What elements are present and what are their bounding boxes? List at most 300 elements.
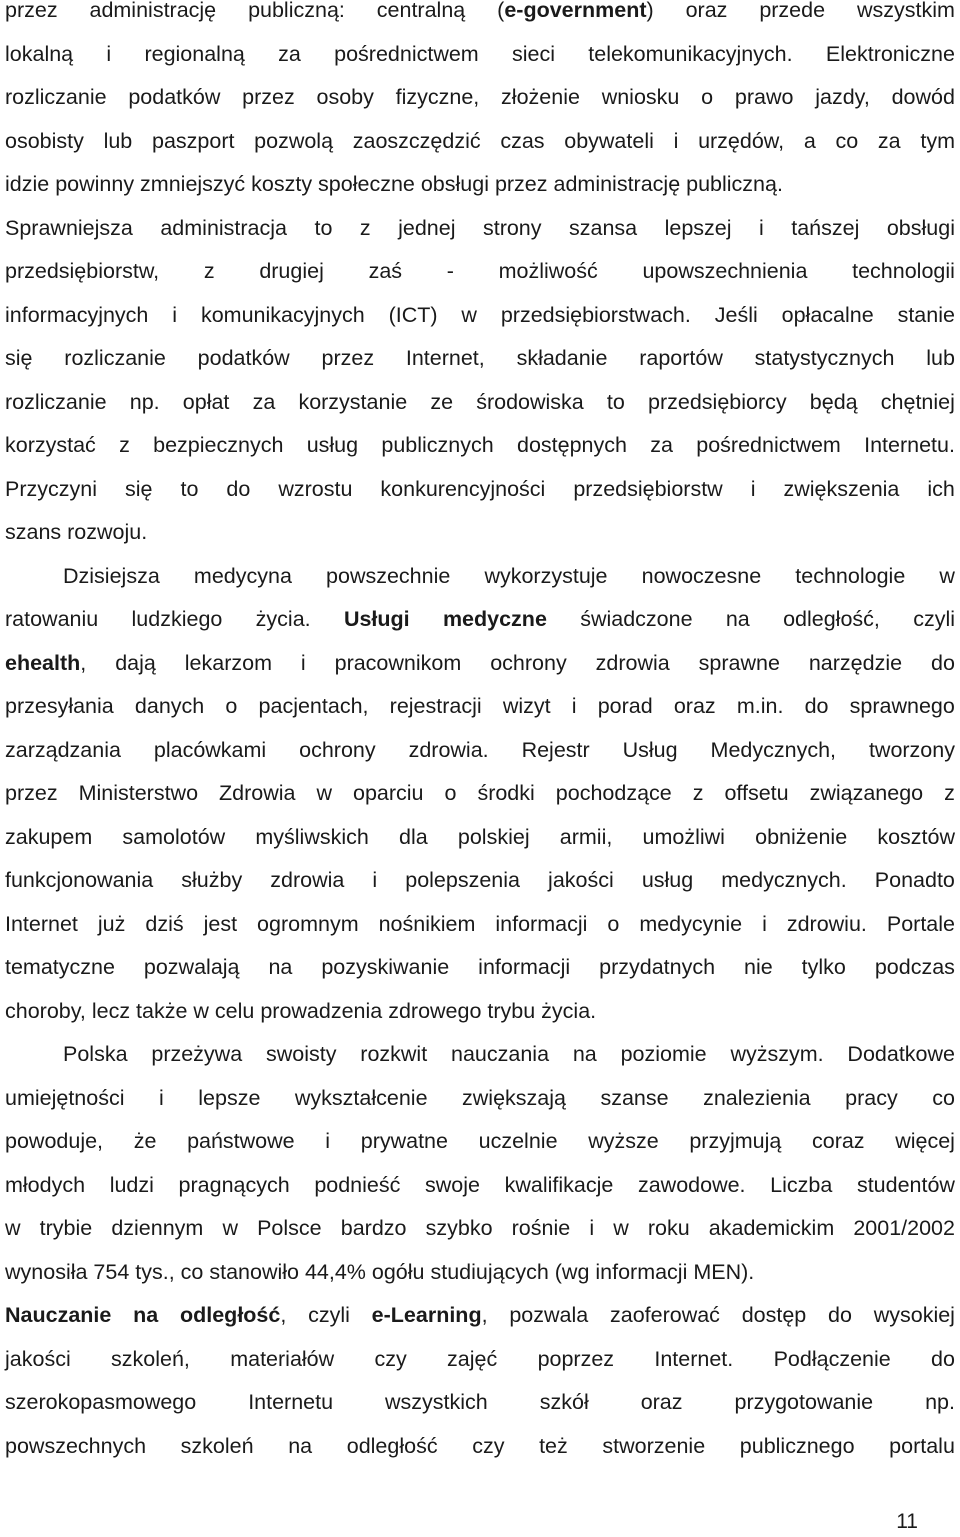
word: przedsiębiorcy (648, 389, 787, 414)
text-line (5, 254, 955, 288)
word: administracja (160, 215, 288, 240)
word: odległość (346, 1433, 438, 1458)
word: lub (926, 346, 955, 370)
word: Usługi (343, 607, 410, 631)
word: szybko (425, 1216, 493, 1240)
word: Ministerstwo (78, 781, 199, 805)
word: zarządzania (5, 737, 121, 762)
word: technologii (852, 259, 955, 283)
word: Internet, (405, 346, 485, 370)
text-line (5, 907, 955, 941)
text-line (5, 689, 955, 723)
text-run: wynosiła 754 tys., co stanowiło 44,4% ogółu studiujących (wg informacji MEN). (5, 1259, 755, 1284)
word: (e-government) (497, 0, 654, 22)
word: chętniej (880, 389, 955, 414)
text-line (5, 1385, 955, 1419)
word: lepszej (664, 215, 732, 240)
text-run: idzie powinny zmniejszyć koszty społeczne obsługi przez administrację publiczną. (5, 172, 783, 196)
word: czy (472, 1433, 505, 1458)
word: poziomie (620, 1042, 707, 1066)
word: jakości (5, 1346, 71, 1371)
word: zwiększają (462, 1085, 566, 1110)
word: ochrony (299, 737, 376, 762)
word: pacjentach, (258, 694, 369, 718)
word: studentów (856, 1172, 955, 1197)
word: wykorzystuje (484, 563, 608, 588)
word: lub (103, 128, 133, 153)
word: drugiej (259, 259, 324, 283)
word: powszechnych (5, 1433, 147, 1458)
text-line (5, 80, 955, 114)
word: zaoferować (609, 1303, 720, 1327)
word: wniosku (601, 85, 680, 109)
text-line (5, 1429, 955, 1463)
word: Ponadto (874, 868, 955, 892)
word: dostępnych (517, 433, 627, 457)
word: za (252, 389, 276, 414)
word: możliwość (498, 259, 598, 283)
text-line (5, 0, 955, 27)
word: konkurencyjności (380, 476, 546, 501)
word: szerokopasmowego (5, 1390, 197, 1414)
word: z (119, 433, 130, 457)
word: przez (321, 346, 375, 370)
word: do (930, 650, 955, 675)
word: telekomunikacyjnych. (588, 41, 793, 66)
word: w (613, 1216, 629, 1240)
word: wizyt (502, 694, 551, 718)
text-line (5, 1081, 955, 1115)
word: Przyczyni (5, 476, 97, 501)
word: stworzenie (602, 1433, 706, 1458)
word: środki (477, 781, 535, 805)
word: e-Learning, (371, 1303, 488, 1327)
word: pochodzące (555, 781, 672, 805)
word: szanse (600, 1085, 669, 1110)
word: tym (920, 128, 955, 153)
word: nauczania (451, 1042, 550, 1066)
word: przesyłania (5, 694, 114, 718)
text-line (63, 559, 955, 593)
word: przeżywa (151, 1042, 243, 1066)
word: Internetu (248, 1390, 334, 1414)
word: medycznych. (721, 868, 847, 892)
word: ehealth, (5, 650, 87, 675)
word: Internetu. (864, 433, 955, 457)
word: osobisty (5, 128, 84, 153)
word: korzystanie (298, 389, 408, 414)
text-line (5, 733, 955, 767)
word: informacyjnych (5, 302, 149, 327)
word: o (701, 85, 714, 109)
word: - (446, 259, 454, 283)
word: ochrony (490, 650, 567, 675)
word: podatków (128, 85, 221, 109)
word: zaoszczędzić (352, 128, 481, 153)
word: odległość, (179, 1303, 287, 1327)
word: czy (374, 1346, 407, 1371)
word: to (606, 389, 625, 414)
word: podczas (874, 955, 955, 979)
word: o (607, 911, 620, 936)
word: i (325, 1129, 331, 1153)
word: Portale (886, 911, 955, 936)
word: dają (115, 650, 156, 675)
word: powszechnie (326, 563, 451, 588)
text-line (5, 428, 955, 462)
word: podatków (197, 346, 290, 370)
word: Elektroniczne (825, 41, 955, 66)
word: też (539, 1433, 568, 1458)
word: jakości (548, 868, 614, 892)
text-line (5, 863, 955, 897)
word: na (288, 1433, 313, 1458)
text-line (5, 1255, 955, 1289)
word: przedsiębiorstwach. (500, 302, 691, 327)
word: paszport (151, 128, 235, 153)
page-number: 11 (896, 1510, 918, 1533)
word: publicznych (381, 433, 494, 457)
word: przede (759, 0, 826, 22)
word: wyższe (588, 1129, 659, 1153)
word: Jeśli (714, 302, 758, 327)
word: Internet. (654, 1346, 734, 1371)
word: za (877, 128, 901, 153)
word: przez (5, 0, 58, 22)
word: w (222, 1216, 238, 1240)
word: już (97, 911, 126, 936)
word: zakupem (5, 824, 93, 849)
word: nowoczesne (641, 563, 762, 588)
word: młodych (5, 1172, 86, 1197)
word: komunikacyjnych (200, 302, 365, 327)
word: i (673, 128, 679, 153)
word: podnieść (314, 1172, 401, 1197)
word: zdrowia (270, 868, 345, 892)
word: jest (203, 911, 238, 936)
word: pragnących (178, 1172, 290, 1197)
word: kosztów (877, 824, 955, 849)
word: złożenie (501, 85, 580, 109)
word: odległość, (783, 607, 880, 631)
word: się (5, 346, 33, 370)
word: się (124, 476, 153, 501)
word: raportów (639, 346, 723, 370)
word: publicznego (739, 1433, 855, 1458)
word: o (444, 781, 457, 805)
word: uczelnie (478, 1129, 558, 1153)
text-line (5, 1211, 955, 1245)
word: rejestracji (389, 694, 482, 718)
word: pozyskiwanie (321, 955, 450, 979)
word: Dzisiejsza (63, 563, 160, 588)
word: umiejętności (5, 1085, 125, 1110)
word: czyli (308, 1303, 350, 1327)
word: publiczną: (248, 0, 345, 22)
word: Rejestr (521, 737, 590, 762)
word: centralną (376, 0, 466, 22)
word: offsetu (724, 781, 789, 805)
word: w (5, 1216, 21, 1240)
text-line (5, 37, 955, 71)
word: wysokiej (873, 1303, 955, 1327)
word: tańszej (791, 215, 860, 240)
word: myśliwskich (255, 824, 369, 849)
word: ratowaniu (5, 607, 99, 631)
word: urzędów, (698, 128, 785, 153)
text-line (5, 472, 955, 506)
word: sprawnego (849, 694, 955, 718)
word: upowszechnienia (642, 259, 808, 283)
word: ludzkiego (131, 607, 223, 631)
word: materiałów (230, 1346, 335, 1371)
text-line (5, 211, 955, 245)
word: regionalną (144, 41, 245, 66)
word: zdrowiu. (786, 911, 867, 936)
word: pozwolą (254, 128, 334, 153)
word: m.in. (736, 694, 784, 718)
text-line (5, 341, 955, 375)
word: oraz (685, 0, 728, 22)
word: osoby (316, 85, 374, 109)
word: do (931, 1346, 955, 1371)
word: stanie (897, 302, 955, 327)
word: do (828, 1303, 852, 1327)
word: Podłączenie (773, 1346, 891, 1371)
word: nośnikiem (378, 911, 476, 936)
word: np. (925, 1390, 955, 1414)
word: Zdrowia (219, 781, 296, 805)
word: pracy (845, 1085, 898, 1110)
word: opłacalne (781, 302, 874, 327)
word: administrację (89, 0, 217, 22)
word: ich (927, 476, 955, 501)
word: oparciu (352, 781, 424, 805)
word: informacji (478, 955, 571, 979)
word: tylko (801, 955, 846, 979)
word: lekarzom (184, 650, 272, 675)
text-line (5, 385, 955, 419)
word: Polska (63, 1042, 128, 1066)
word: obywateli (564, 128, 654, 153)
word: polskiej (457, 824, 530, 849)
word: i (106, 41, 112, 66)
word: rozliczanie (64, 346, 166, 370)
word: pozwalają (143, 955, 240, 979)
word: dostęp (741, 1303, 807, 1327)
word: korzystać (5, 433, 96, 457)
text-line (5, 950, 955, 984)
word: medycyna (193, 563, 292, 588)
word: fizyczne, (395, 85, 480, 109)
word: na (572, 1042, 597, 1066)
word: z (203, 259, 215, 283)
word: oraz (673, 694, 716, 718)
word: strony (482, 215, 542, 240)
word: wszystkim (856, 0, 955, 22)
word: będą (809, 389, 858, 414)
word: zdrowia. (408, 737, 489, 762)
word: sprawne (698, 650, 780, 675)
word: porad (597, 694, 653, 718)
word: rośnie (511, 1216, 571, 1240)
word: ludzi (109, 1172, 154, 1197)
word: na (133, 1303, 159, 1327)
word: w (939, 563, 955, 588)
word: nie (744, 955, 773, 979)
text-line (5, 124, 955, 158)
word: więcej (895, 1129, 955, 1153)
word: lepsze (198, 1085, 261, 1110)
text-line (5, 820, 955, 854)
text-line (5, 298, 955, 332)
word: świadczone (580, 607, 693, 631)
word: czyli (913, 607, 955, 631)
word: i (172, 302, 178, 327)
word: wzrostu (278, 476, 353, 501)
word: Internet (5, 911, 78, 936)
word: pośrednictwem (334, 41, 479, 66)
word: tematyczne (5, 955, 115, 979)
word: powoduje, (5, 1129, 104, 1153)
word: usług (306, 433, 359, 457)
word: z (692, 781, 704, 805)
word: do (226, 476, 251, 501)
word: polepszenia (405, 868, 520, 892)
word: 2001/2002 (853, 1216, 955, 1240)
word: dziś (145, 911, 184, 936)
text-run: choroby, lecz także w celu prowadzenia zdrowego trybu życia. (5, 998, 597, 1023)
word: na (268, 955, 293, 979)
word: że (133, 1129, 157, 1153)
word: zawodowe. (637, 1172, 746, 1197)
word: środowiska (476, 389, 584, 414)
word: przyjmują (689, 1129, 782, 1153)
word: lokalną (5, 41, 74, 66)
word: wykształcenie (294, 1085, 428, 1110)
word: danych (134, 694, 205, 718)
word: i (759, 215, 764, 240)
word: wyższym. (730, 1042, 824, 1066)
word: to (180, 476, 199, 501)
word: przedsiębiorstw (573, 476, 723, 501)
word: zajęć (447, 1346, 498, 1371)
word: jazdy, (815, 85, 870, 109)
word: ze (430, 389, 454, 414)
word: dziennym (111, 1216, 204, 1240)
word: w (316, 781, 332, 805)
word: w (461, 302, 477, 327)
word: z (944, 781, 955, 805)
word: trybie (39, 1216, 93, 1240)
word: przygotowanie (734, 1390, 874, 1414)
word: pośrednictwem (696, 433, 841, 457)
word: Nauczanie (5, 1303, 112, 1327)
word: i (571, 694, 577, 718)
text-line (5, 602, 955, 636)
word: o (225, 694, 238, 718)
word: wszystkich (385, 1390, 488, 1414)
word: znalezienia (703, 1085, 811, 1110)
word: informacji (495, 911, 588, 936)
word: i (372, 868, 378, 892)
text-line (5, 776, 955, 810)
word: i (300, 650, 306, 675)
word: rozliczanie (5, 85, 107, 109)
word: i (750, 476, 756, 501)
word: Medycznych, (710, 737, 836, 762)
word: i (589, 1216, 595, 1240)
word: szansa (569, 215, 638, 240)
word: sieci (511, 41, 555, 66)
word: prywatne (360, 1129, 448, 1153)
word: służby (181, 868, 243, 892)
word: tworzony (868, 737, 955, 762)
word: ogromnym (257, 911, 359, 936)
word: to (314, 215, 333, 240)
word: przydatnych (599, 955, 716, 979)
word: poprzez (537, 1346, 615, 1371)
word: oraz (640, 1390, 683, 1414)
text-line (5, 646, 955, 680)
text-line (5, 1168, 955, 1202)
word: dowód (891, 85, 955, 109)
word: szkół (539, 1390, 589, 1414)
word: Usług (622, 737, 678, 762)
word: przez (242, 85, 295, 109)
word: funkcjonowania (5, 868, 154, 892)
word: czas (500, 128, 545, 153)
word: za (278, 41, 301, 66)
word: Sprawniejsza (5, 215, 133, 240)
word: jednej (398, 215, 456, 240)
word: co (835, 128, 859, 153)
word: zwiększenia (783, 476, 900, 501)
word: technologie (795, 563, 906, 588)
text-line (5, 1298, 955, 1332)
word: i (762, 911, 767, 936)
text-run: szans rozwoju. (5, 520, 148, 544)
word: roku (647, 1216, 690, 1240)
word: obsługi (886, 215, 955, 240)
word: medycynie (639, 911, 743, 936)
word: pracownikom (334, 650, 462, 675)
word: bardzo (340, 1216, 407, 1240)
word: państwowe (187, 1129, 295, 1153)
word: zaś (368, 259, 403, 283)
word: usług (641, 868, 694, 892)
text-line (5, 1342, 955, 1376)
word: przez (5, 781, 58, 805)
word: samolotów (122, 824, 226, 849)
text-line (5, 994, 955, 1028)
word: zdrowia (595, 650, 670, 675)
word: placówkami (153, 737, 267, 762)
word: umożliwi (642, 824, 725, 849)
word: swoisty (265, 1042, 337, 1066)
word: na (725, 607, 750, 631)
word: Liczba (770, 1172, 833, 1197)
text-line (5, 515, 955, 549)
word: a (803, 128, 816, 153)
word: i (158, 1085, 164, 1110)
text-line (5, 167, 955, 201)
word: rozliczanie (5, 389, 107, 414)
word: statystycznych (754, 346, 895, 370)
word: portalu (889, 1433, 955, 1458)
word: opłat (182, 389, 230, 414)
word: (ICT) (388, 302, 438, 327)
